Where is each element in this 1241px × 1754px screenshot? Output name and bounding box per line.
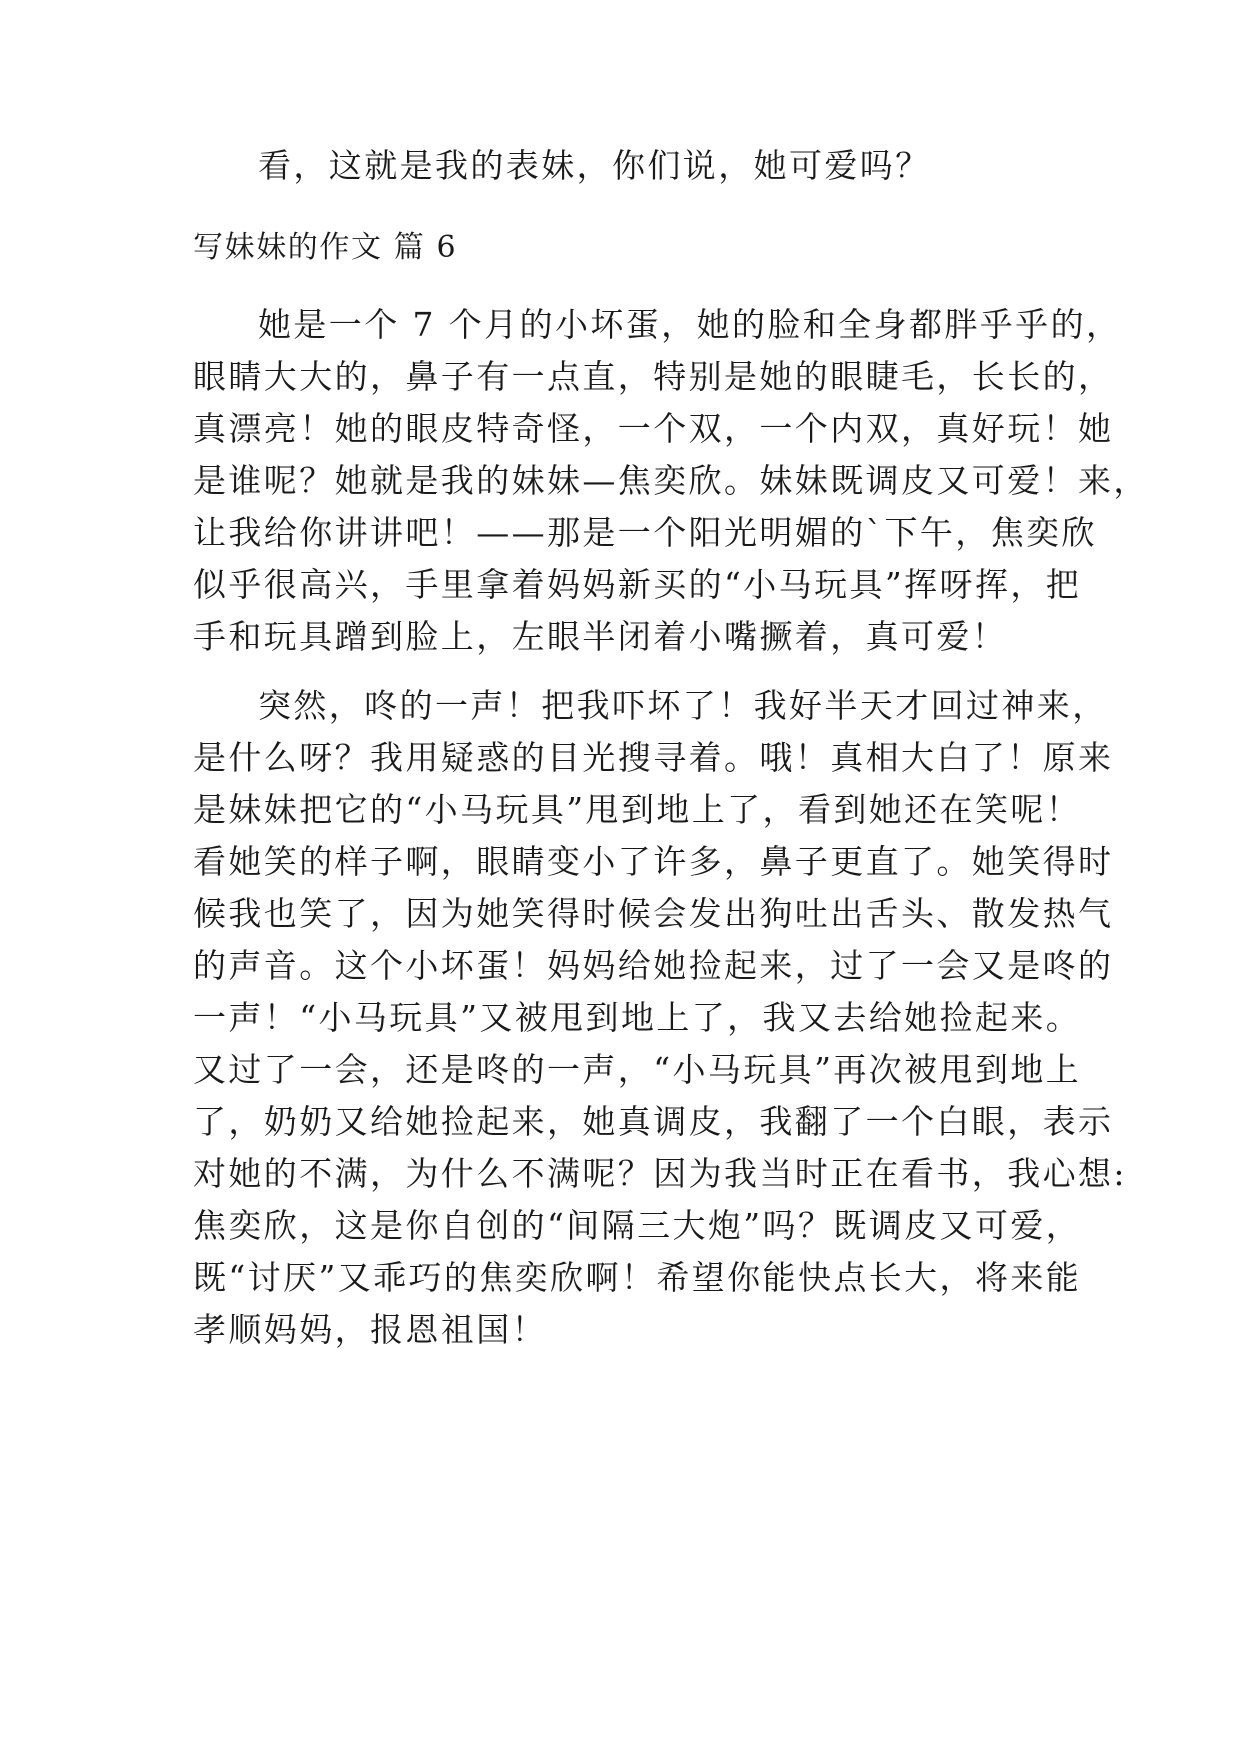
previous-ending-line: 看，这就是我的表妹，你们说，她可爱吗？	[258, 146, 931, 185]
paragraph-line: 了，奶奶又给她捡起来，她真调皮，我翻了一个白眼，表示	[193, 1102, 1114, 1141]
paragraph-line: 对她的不满，为什么不满呢？因为我当时正在看书，我心想:	[193, 1154, 1127, 1193]
paragraph-line: 一声！“小马玩具”又被甩到地上了，我又去给她捡起来。	[193, 998, 1082, 1037]
paragraph-line: 是谁呢？她就是我的妹妹—焦奕欣。妹妹既调皮又可爱！来，	[193, 461, 1149, 500]
paragraph-line: 看她笑的样子啊，眼睛变小了许多，鼻子更直了。她笑得时	[193, 842, 1114, 881]
paragraph-line: 是妹妹把它的“小马玩具”甩到地上了，看到她还在笑呢！	[193, 790, 1082, 829]
essay-title: 写妹妹的作文 篇 6	[193, 230, 458, 265]
paragraph-line: 突然，咚的一声！把我吓坏了！我好半天才回过神来，	[258, 686, 1108, 725]
paragraph-line: 让我给你讲讲吧！——那是一个阳光明媚的`下午，焦奕欣	[193, 513, 1097, 552]
paragraph-line: 是什么呀？我用疑惑的目光搜寻着。哦！真相大白了！原来	[193, 738, 1114, 777]
paragraph-line: 焦奕欣，这是你自创的“间隔三大炮”吗？既调皮又可爱，	[193, 1206, 1082, 1245]
paragraph-line: 眼睛大大的，鼻子有一点直，特别是她的眼睫毛，长长的，	[193, 357, 1114, 396]
paragraph-line: 手和玩具蹭到脸上，左眼半闭着小嘴撅着，真可爱！	[193, 617, 1008, 656]
paragraph-line: 真漂亮！她的眼皮特奇怪，一个双，一个内双，真好玩！她	[193, 409, 1114, 448]
paragraph-line: 的声音。这个小坏蛋！妈妈给她捡起来，过了一会又是咚的	[193, 946, 1114, 985]
paragraph-line: 似乎很高兴，手里拿着妈妈新买的“小马玩具”挥呀挥，把	[193, 565, 1082, 604]
paragraph-line: 又过了一会，还是咚的一声，“小马玩具”再次被甩到地上	[193, 1050, 1082, 1089]
paragraph-line: 候我也笑了，因为她笑得时候会发出狗吐出舌头、散发热气	[193, 894, 1114, 933]
paragraph-line: 她是一个 7 个月的小坏蛋，她的脸和全身都胖乎乎的，	[258, 305, 1122, 344]
paragraph-line: 孝顺妈妈，报恩祖国！	[193, 1310, 547, 1349]
paragraph-line: 既“讨厌”又乖巧的焦奕欣啊！希望你能快点长大，将来能	[193, 1258, 1082, 1297]
